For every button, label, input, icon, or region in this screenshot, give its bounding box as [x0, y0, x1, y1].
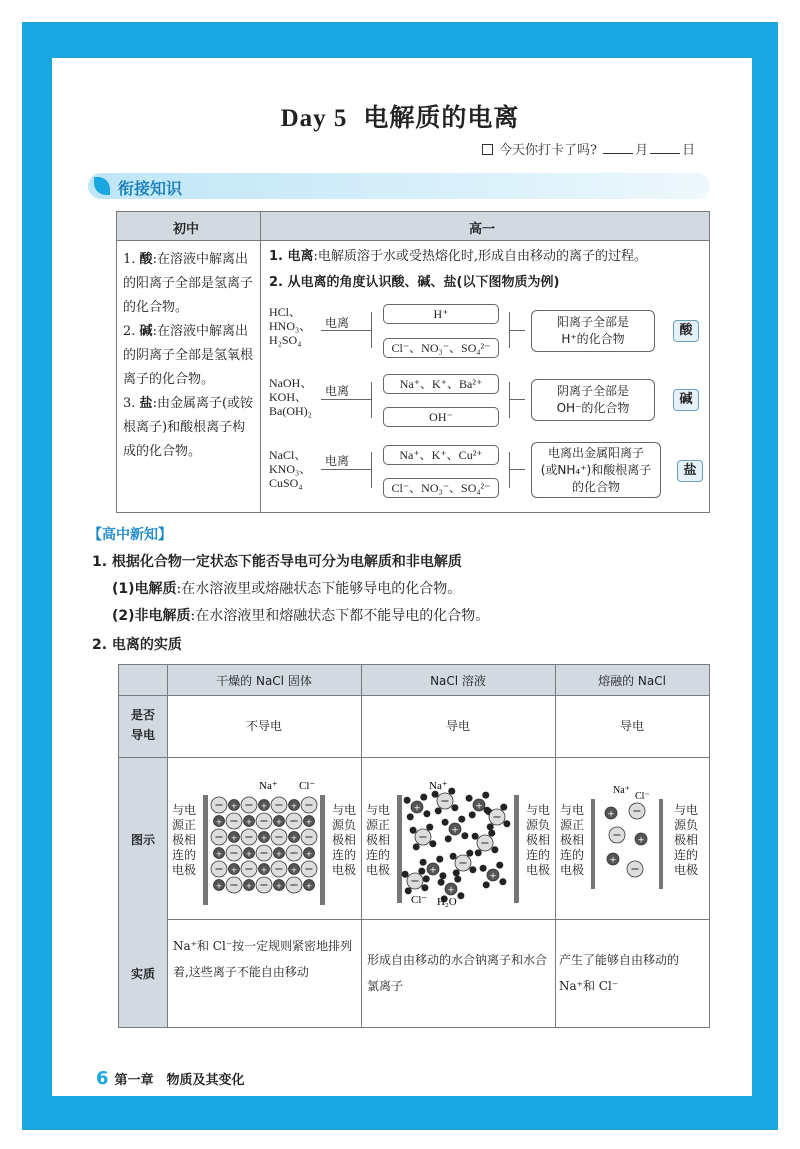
section-bar-bridge-knowledge [88, 173, 710, 199]
check-in-line [482, 139, 695, 158]
d1p-2: 源正 [171, 818, 196, 832]
hydrated-ion-sign: + [429, 864, 437, 875]
point1-sub2 [112, 605, 489, 625]
water-molecule [469, 866, 476, 873]
page-frame-right [752, 22, 778, 1130]
water-molecule [472, 833, 479, 840]
salt-right-bracket [509, 452, 510, 488]
ionization-key: 1. 电离 [269, 249, 314, 264]
d1-lattice [211, 797, 317, 893]
point1-sub1 [112, 578, 461, 598]
lattice-ion-sign: + [305, 849, 313, 859]
molten-ion-sign: + [609, 854, 617, 865]
d3n-5: 电极 [673, 863, 698, 877]
d2-negative-electrode [514, 795, 519, 903]
d1n-3: 极相 [331, 833, 356, 847]
row-label-conduct [119, 705, 167, 745]
salt-right-arrow [509, 469, 525, 470]
lattice-ion-sign: + [245, 881, 253, 891]
lattice-ion-sign: + [260, 833, 268, 843]
d3-cl-label: Cl⁻ [635, 791, 650, 802]
water-molecule [503, 820, 510, 827]
d3n-4: 连的 [673, 848, 698, 862]
water-molecule [445, 835, 452, 842]
leaf-icon [94, 177, 110, 195]
water-molecule [451, 804, 458, 811]
lattice-ion-sign: − [244, 798, 254, 812]
salt-formula-2: KNO₃、 [269, 462, 312, 476]
lattice-ion-sign: − [229, 846, 239, 860]
base-formula-1: NaOH、 [269, 376, 313, 390]
base-arrow [321, 399, 371, 400]
lattice-ion-sign: − [229, 814, 239, 828]
junior-definitions [123, 248, 257, 464]
row-divider-2 [119, 757, 709, 758]
lattice-ion-sign: − [274, 862, 284, 876]
water-molecule [420, 859, 427, 866]
month-label: 月 [635, 143, 649, 158]
ionization-text: :电解质溶于水或受热熔化时,形成自由移动的离子的过程。 [313, 249, 648, 264]
def-salt-text: :由金属离子(或铵根离子)和酸根离子构成的化合物。 [123, 396, 254, 459]
def-salt [123, 392, 257, 464]
acid-formulas [269, 305, 311, 347]
d3p-4: 连的 [559, 848, 584, 862]
salt-def-line1: 电离出金属阳离子 [547, 446, 644, 460]
lattice-ion-sign: − [304, 862, 314, 876]
molten-ion-sign: + [607, 808, 615, 819]
hydrated-ion-sign: − [480, 836, 490, 850]
d2n-3: 极相 [525, 833, 550, 847]
water-molecule [453, 869, 460, 876]
electrolyte-key: (1)电解质 [112, 581, 177, 597]
lattice-ion-sign: + [215, 817, 223, 827]
base-right-bracket [509, 382, 510, 418]
ionization-essence-table [118, 664, 710, 1028]
salt-formulas [269, 448, 311, 490]
d1-negative-electrode [320, 795, 325, 905]
salt-arrow [321, 469, 371, 470]
def-acid-num: 1. [123, 252, 136, 267]
hydrated-ion-sign: + [451, 824, 459, 835]
d2-hydrated-ions [402, 788, 511, 903]
lattice-ion-sign: + [260, 865, 268, 875]
water-molecule [421, 884, 428, 891]
acid-anion-box: Cl⁻、NO₃⁻、SO₄²⁻ [383, 338, 499, 358]
hydrated-ion-sign: + [475, 800, 483, 811]
lattice-ion-sign: − [274, 830, 284, 844]
d2n-2: 源负 [525, 818, 550, 832]
def-acid [123, 248, 257, 320]
col-header-dry-solid: 干燥的 NaCl 固体 [216, 674, 312, 688]
salt-bracket [371, 452, 372, 488]
salt-def-line3: 的化合物 [571, 480, 620, 494]
acid-definition-box [531, 310, 655, 352]
d1n-2: 源负 [331, 818, 356, 832]
water-molecule [454, 876, 461, 883]
lattice-ion-sign: + [245, 817, 253, 827]
diag3-positive-label [559, 803, 585, 878]
def-base [123, 320, 257, 392]
hydrated-ion-sign: − [492, 810, 502, 824]
lattice-ion-sign: + [290, 833, 298, 843]
ionization-definition [269, 248, 647, 266]
lattice-ion-sign: − [289, 878, 299, 892]
acid-base-salt-intro: 2. 从电离的角度认识酸、碱、盐(以下图物质为例) [269, 275, 560, 290]
d3p-5: 电极 [559, 863, 584, 877]
hydrated-ion-sign: + [413, 802, 421, 813]
lattice-ion-sign: + [305, 881, 313, 891]
lattice-ion-sign: + [275, 881, 283, 891]
lattice-ion-sign: + [260, 801, 268, 811]
lattice-ion-sign: − [259, 846, 269, 860]
water-molecule [448, 788, 455, 795]
water-molecule [402, 871, 409, 878]
base-formula-2: KOH、 [269, 390, 307, 404]
water-molecule [480, 865, 487, 872]
lattice-ion-sign: − [289, 846, 299, 860]
water-molecule [438, 879, 445, 886]
def-acid-text: :在溶液中解离出的阳离子全部是氢离子的化合物。 [123, 252, 254, 315]
water-molecule [496, 862, 503, 869]
lattice-ion-sign: + [305, 817, 313, 827]
salt-def-line2: (或NH₄⁺)和酸根离子 [540, 463, 652, 477]
page-number: 6 [96, 1068, 109, 1089]
salt-cation-box: Na⁺、K⁺、Cu²⁺ [383, 445, 499, 465]
lattice-ion-sign: + [215, 881, 223, 891]
water-molecule [423, 875, 430, 882]
electrolyte-def: :在水溶液里或熔融状态下能够导电的化合物。 [176, 581, 462, 597]
molten-ion-sign: − [630, 862, 640, 876]
nonelectrolyte-key: (2)非电解质 [112, 608, 191, 624]
day-label: Day 5 [280, 105, 348, 132]
hydrated-ion-sign: − [440, 794, 450, 808]
col-header-solution: NaCl 溶液 [430, 674, 486, 688]
day-blank[interactable] [650, 153, 680, 154]
lattice-ion-sign: − [244, 862, 254, 876]
hydrated-ion-sign: − [458, 856, 468, 870]
water-molecule [500, 804, 507, 811]
base-formula-3: Ba(OH)₂ [269, 404, 312, 418]
d1p-4: 连的 [171, 848, 196, 862]
water-molecule [420, 794, 427, 801]
diag3-negative-label [671, 803, 701, 878]
d2p-5: 电极 [365, 863, 390, 877]
base-bracket [371, 382, 372, 418]
molten-ion-sign: − [632, 804, 642, 818]
essence-dry-solid: Na⁺和 Cl⁻按一定规则紧密地排列着,这些离子不能自由移动 [173, 939, 353, 979]
water-molecule [418, 868, 425, 875]
hydrated-ion-sign: − [410, 874, 420, 888]
lattice-ion-sign: − [259, 878, 269, 892]
base-right-arrow [509, 399, 525, 400]
essence-molten: 产生了能够自由移动的 Na⁺和 Cl⁻ [559, 953, 680, 993]
d2p-4: 连的 [365, 848, 390, 862]
water-molecule [435, 807, 442, 814]
header-junior-high: 初中 [173, 222, 200, 237]
page-frame-top [22, 22, 778, 58]
conduct-molten: 导电 [619, 719, 644, 733]
d1p-1: 与电 [171, 803, 196, 817]
water-molecule [482, 792, 489, 799]
d3n-1: 与电 [673, 803, 698, 817]
lattice-ion-sign: + [290, 865, 298, 875]
water-molecule [410, 827, 417, 834]
water-molecule [458, 816, 465, 823]
molten-nacl-diagram [587, 783, 667, 893]
month-blank[interactable] [603, 153, 633, 154]
essence-solution: 形成自由移动的水合钠离子和水合氯离子 [367, 953, 548, 993]
water-molecule [466, 795, 473, 802]
column-divider [260, 212, 261, 512]
hydrated-ion-sign: + [489, 870, 497, 881]
salt-anion-box: Cl⁻、NO₃⁻、SO₄²⁻ [383, 478, 499, 498]
d3p-1: 与电 [559, 803, 584, 817]
bridge-knowledge-table [116, 211, 710, 513]
base-ionize-label: 电离 [325, 384, 350, 398]
acid-bracket [371, 312, 372, 348]
base-tag: 碱 [673, 389, 699, 411]
acid-right-arrow [509, 330, 525, 331]
acid-cation-box: H⁺ [383, 304, 499, 324]
water-molecule [404, 797, 411, 804]
d2n-1: 与电 [525, 803, 550, 817]
lattice-ion-sign: + [275, 817, 283, 827]
d1p-5: 电极 [171, 863, 196, 877]
d2n-5: 电极 [525, 863, 550, 877]
salt-formula-3: CuSO₄ [269, 476, 303, 490]
hydrated-ion-sign: − [418, 830, 428, 844]
water-molecule [457, 892, 464, 899]
water-molecule [407, 813, 414, 820]
check-in-checkbox[interactable] [482, 144, 493, 155]
base-def-line1: 阴离子全部是 [556, 384, 629, 398]
water-molecule [450, 853, 457, 860]
d3-negative-electrode [659, 799, 663, 889]
salt-tag: 盐 [677, 460, 703, 482]
d3-positive-electrode [591, 799, 595, 889]
def-base-text: :在溶液中解离出的阴离子全部是氢氧根离子的化合物。 [123, 324, 254, 387]
topic-label: 电解质的电离 [363, 103, 520, 132]
d1n-4: 连的 [331, 848, 356, 862]
d3-na-label: Na⁺ [613, 785, 630, 796]
water-molecule [423, 810, 430, 817]
acid-formula-3: H₂SO₄ [269, 333, 302, 347]
water-molecule [491, 846, 498, 853]
d3p-2: 源正 [559, 818, 584, 832]
water-molecule [461, 832, 468, 839]
table-header [117, 212, 709, 241]
lattice-ion-sign: + [230, 865, 238, 875]
lattice-ion-sign: + [275, 849, 283, 859]
d1n-1: 与电 [331, 803, 356, 817]
diag1-negative-label [331, 803, 357, 878]
lattice-ion-sign: + [215, 849, 223, 859]
water-molecule [439, 872, 446, 879]
salt-formula-1: NaCl、 [269, 448, 307, 462]
base-definition-box [531, 379, 655, 421]
water-molecule [487, 823, 494, 830]
d3-free-ions [605, 803, 647, 877]
row-label-diagram: 图示 [130, 833, 155, 847]
base-formulas [269, 376, 312, 418]
d3p-3: 极相 [559, 833, 584, 847]
acid-def-line2: H⁺的化合物 [561, 332, 625, 346]
col-header-molten: 熔融的 NaCl [598, 674, 666, 688]
lattice-ion-sign: − [214, 830, 224, 844]
d1p-3: 极相 [171, 833, 196, 847]
check-in-text: 今天你打卡了吗? [499, 143, 597, 158]
water-molecule [466, 850, 473, 857]
d2-cl-label: Cl⁻ [411, 894, 428, 906]
acid-formula-1: HCl、 [269, 305, 302, 319]
water-molecule [475, 849, 482, 856]
hydrated-ion-sign: + [447, 884, 455, 895]
def-base-num: 2. [123, 324, 136, 339]
d2-h2o-label: H₂O [437, 896, 457, 907]
lattice-ion-sign: − [289, 814, 299, 828]
lattice-ion-sign: − [259, 814, 269, 828]
section-title: 衔接知识 [118, 179, 183, 198]
d2p-2: 源正 [365, 818, 390, 832]
row-label-conduct-2: 导电 [130, 728, 155, 742]
acid-formula-2: HNO₃、 [269, 319, 312, 333]
water-molecule [426, 824, 433, 831]
lattice-ion-sign: − [304, 830, 314, 844]
d1n-5: 电极 [331, 863, 356, 877]
page-title [0, 98, 800, 134]
new-knowledge-heading: 【高中新知】 [88, 527, 172, 543]
page-frame-bottom [22, 1096, 778, 1130]
lattice-ion-sign: − [214, 862, 224, 876]
diag2-negative-label [525, 803, 551, 878]
molten-ion-sign: + [637, 834, 645, 845]
d2n-4: 连的 [525, 848, 550, 862]
page-footer [96, 1068, 245, 1089]
water-molecule [499, 878, 506, 885]
water-molecule [429, 840, 436, 847]
nacl-solution-diagram [393, 777, 523, 907]
point1-title: 1. 根据化合物一定状态下能否导电可分为电解质和非电解质 [92, 554, 462, 570]
salt-ionize-label: 电离 [325, 454, 350, 468]
water-molecule [436, 856, 443, 863]
base-def-line2: OH⁻的化合物 [556, 401, 630, 415]
d2-na-label: Na⁺ [429, 780, 448, 792]
water-molecule [469, 811, 476, 818]
lattice-ion-sign: − [214, 798, 224, 812]
def-salt-key: 盐 [139, 396, 153, 411]
lattice-ion-sign: − [274, 798, 284, 812]
day-unit-label: 日 [682, 143, 696, 158]
acid-def-line1: 阳离子全部是 [556, 315, 629, 329]
acid-arrow [321, 330, 371, 331]
d2-positive-electrode [397, 795, 402, 903]
row-divider-1 [119, 695, 709, 696]
d3n-3: 极相 [673, 833, 698, 847]
def-base-key: 碱 [139, 324, 153, 339]
lattice-ion-sign: + [290, 801, 298, 811]
lattice-ion-sign: − [229, 878, 239, 892]
base-cation-box: Na⁺、K⁺、Ba²⁺ [383, 374, 499, 394]
base-anion-box: OH⁻ [383, 407, 499, 427]
lattice-ion-sign: − [304, 798, 314, 812]
lattice-ion-sign: − [244, 830, 254, 844]
row-label-essence: 实质 [130, 967, 155, 981]
point2-title: 2. 电离的实质 [92, 637, 182, 653]
header-senior-one: 高一 [469, 222, 496, 237]
molten-ion-sign: − [612, 828, 622, 842]
d1-positive-electrode [203, 795, 208, 905]
water-molecule [484, 807, 491, 814]
salt-definition-box [531, 442, 661, 498]
d1-na-label: Na⁺ [259, 780, 278, 792]
d2p-1: 与电 [365, 803, 390, 817]
chapter-title: 第一章 物质及其变化 [114, 1073, 245, 1088]
page-frame-left [22, 22, 52, 1130]
def-salt-num: 3. [123, 396, 136, 411]
d1-cl-label: Cl⁻ [299, 780, 316, 792]
diag1-positive-label [171, 803, 197, 878]
acid-tag: 酸 [673, 320, 699, 342]
water-molecule [442, 819, 449, 826]
d2p-3: 极相 [365, 833, 390, 847]
water-molecule [413, 843, 420, 850]
acid-ionize-label: 电离 [325, 316, 350, 330]
water-molecule [483, 881, 490, 888]
row-divider-3 [167, 919, 709, 920]
water-molecule [488, 830, 495, 837]
conduct-dry-solid: 不导电 [245, 719, 282, 733]
lattice-ion-sign: + [245, 849, 253, 859]
dry-nacl-lattice-diagram [199, 777, 329, 907]
row-label-conduct-1: 是否 [130, 708, 155, 722]
d3n-2: 源负 [673, 818, 698, 832]
lattice-ion-sign: + [230, 801, 238, 811]
diag2-positive-label [365, 803, 391, 878]
conduct-solution: 导电 [445, 719, 470, 733]
lattice-ion-sign: + [230, 833, 238, 843]
def-acid-key: 酸 [139, 252, 153, 267]
nonelectrolyte-def: :在水溶液里和熔融状态下都不能导电的化合物。 [190, 608, 490, 624]
